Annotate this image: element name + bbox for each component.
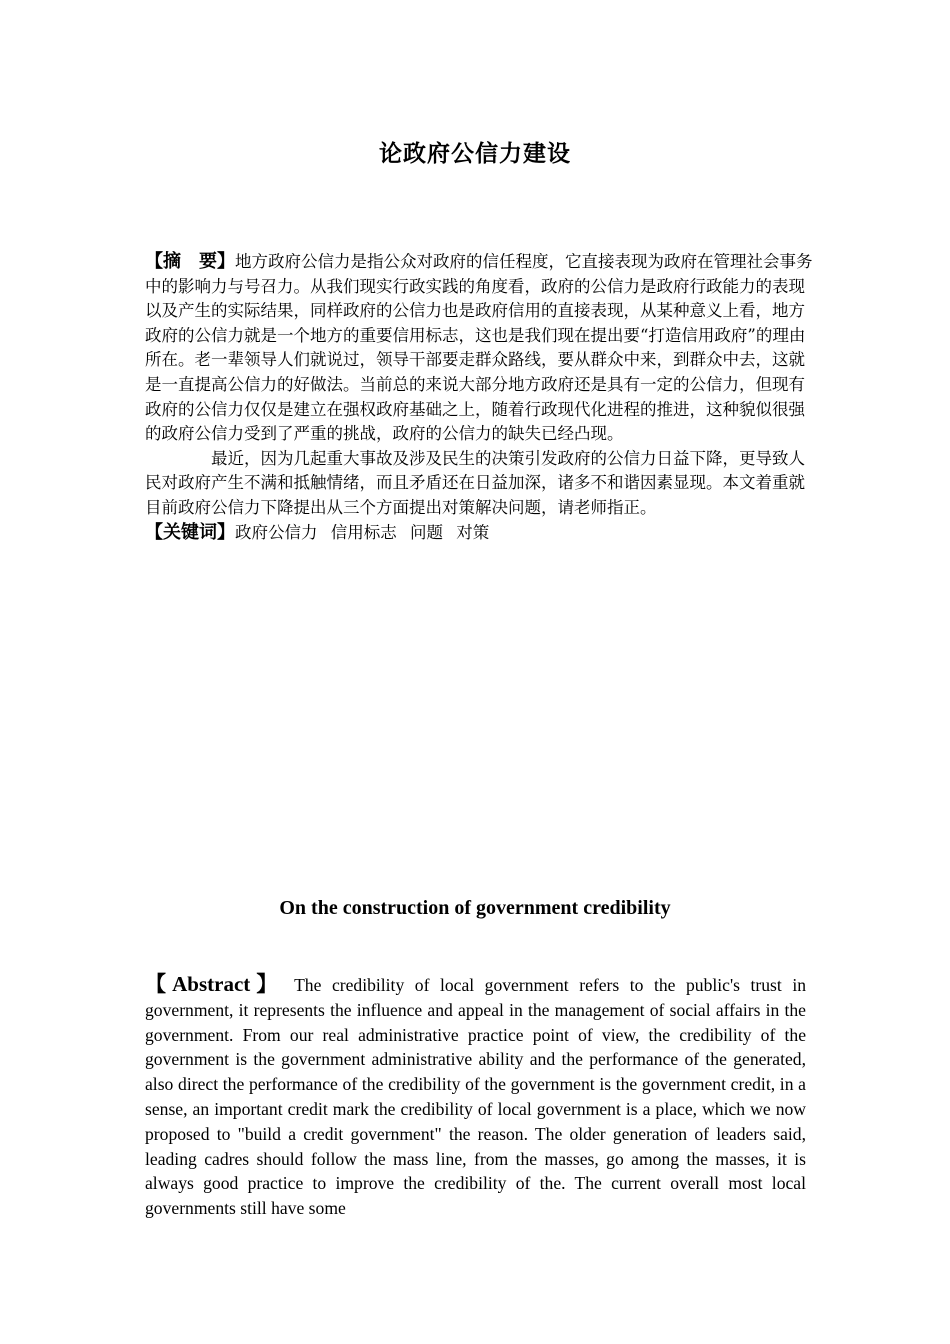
- english-abstract-label: 【Abstract】: [145, 972, 284, 996]
- chinese-keywords: [145, 521, 815, 546]
- abstract-text-1: 地方政府公信力是指公众对政府的信任程度，它直接表现为政府在管理社会事务中的影响力与号召力。从我们现实行政实践的角度看，政府的公信力是政府行政能力的表现以及产生的实际结果，同样政府的公信力也是政府信用的直接表现，从某种意义上看，地方政府的公信力就是一个地方的重要信用标志，这也是我们现在提出要“打造信用政府”的理由所在。老一辈领导人们就说过，领导干部要走群众路线，要从群众中来，到群众中去，这就是一直提高公信力的好做法。当前总的来说大部分地方政府还是具有一定的公信力，但现有政府的公信力仅仅是建立在强权政府基础之上，随着行政现代化进程的推进，这种貌似很强的政府公信力受到了严重的挑战，政府的公信力的缺失已经凸现。: [145, 252, 813, 444]
- keywords-label: 【关键词】: [145, 521, 235, 543]
- chinese-title: 论政府公信力建设: [379, 141, 571, 167]
- english-abstract: [145, 972, 806, 1220]
- chinese-abstract-paragraph-1: [145, 250, 815, 447]
- abstract-label: 【摘 要】: [145, 251, 235, 272]
- english-title: On the construction of government credibility: [279, 897, 671, 919]
- chinese-abstract: [145, 250, 815, 545]
- chinese-abstract-paragraph-2: 最近，因为几起重大事故及涉及民生的决策引发政府的公信力日益下降，更导致人民对政府产生不满和抵触情绪，而且矛盾还在日益加深，诸多不和谐因素显现。本文着重就目前政府公信力下降提出从三个方面提出对策解决问题，请老师指正。: [145, 448, 805, 517]
- keywords-text: 政府公信力 信用标志 问题 对策: [235, 522, 490, 542]
- english-abstract-text: The credibility of local government refers to the public's trust in government, it represents the influence and appeal in the management of social affairs in the government. From our real administrative practice point of view, the credibility of the government is the government administrative ability and the performance of the generated, also direct the performance of the credibility of the government is the government credit, in a sense, an important credit mark the credibility of local government is a place, which we now proposed to "build a credit government" the reason. The older generation of leaders said, leading cadres should follow the mass line, from the masses, go among the masses, it is always good practice to improve the credibility of the. The current overall most local governments still have some: [145, 975, 806, 1219]
